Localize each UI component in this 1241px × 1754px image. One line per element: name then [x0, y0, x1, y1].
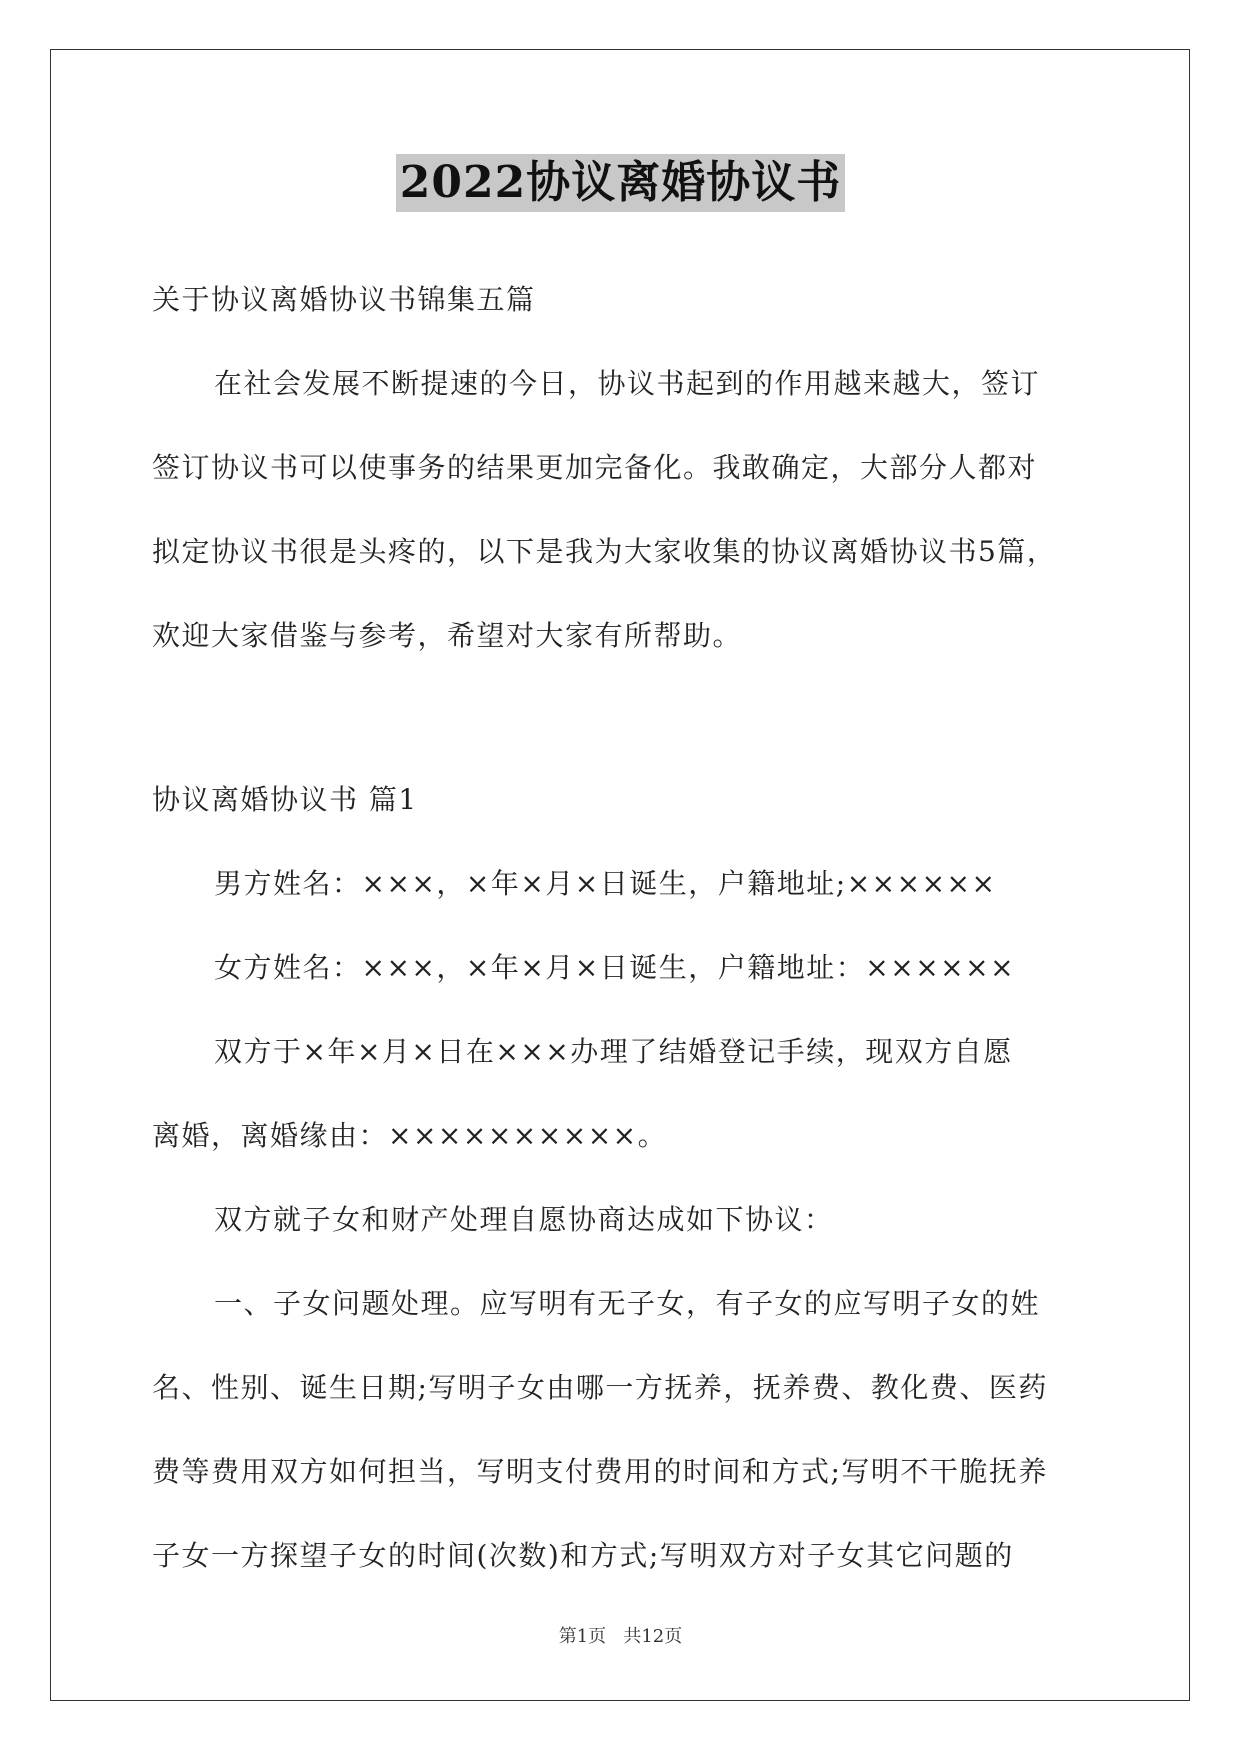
paragraph-line: 双方就子女和财产处理自愿协商达成如下协议：: [214, 1203, 834, 1236]
document-body: [152, 258, 1102, 1598]
paragraph-line: 一、子女问题处理。应写明有无子女，有子女的应写明子女的姓: [214, 1287, 1041, 1320]
section-heading: 协议离婚协议书 篇1: [152, 783, 418, 816]
page-footer: 第1页 共12页: [558, 1626, 683, 1647]
paragraph-line: 签订协议书可以使事务的结果更加完备化。我敢确定，大部分人都对: [152, 451, 1038, 484]
paragraph-line: 在社会发展不断提速的今日，协议书起到的作用越来越大，签订: [214, 367, 1041, 400]
paragraph-line: 名、性别、诞生日期;写明子女由哪一方抚养，抚养费、教化费、医药: [152, 1371, 1048, 1404]
paragraph-line: 离婚，离婚缘由：××××××××××。: [152, 1119, 668, 1152]
paragraph-line: 欢迎大家借鉴与参考，希望对大家有所帮助。: [152, 619, 743, 652]
paragraph-line: 双方于×年×月×日在×××办理了结婚登记手续，现双方自愿: [214, 1035, 1013, 1068]
paragraph-line: 费等费用双方如何担当，写明支付费用的时间和方式;写明不干脆抚养: [152, 1455, 1048, 1488]
paragraph-line: 子女一方探望子女的时间(次数)和方式;写明双方对子女其它问题的: [152, 1539, 1014, 1572]
paragraph-line: 男方姓名：×××，×年×月×日诞生，户籍地址;××××××: [214, 867, 997, 900]
paragraph-line: 女方姓名：×××，×年×月×日诞生，户籍地址：××××××: [214, 951, 1016, 984]
document-title: 2022协议离婚协议书: [396, 154, 845, 212]
title-wrap: [0, 154, 1241, 212]
paragraph-line: 拟定协议书很是头疼的，以下是我为大家收集的协议离婚协议书5篇，: [152, 535, 1057, 568]
intro-heading: 关于协议离婚协议书锦集五篇: [152, 283, 536, 316]
